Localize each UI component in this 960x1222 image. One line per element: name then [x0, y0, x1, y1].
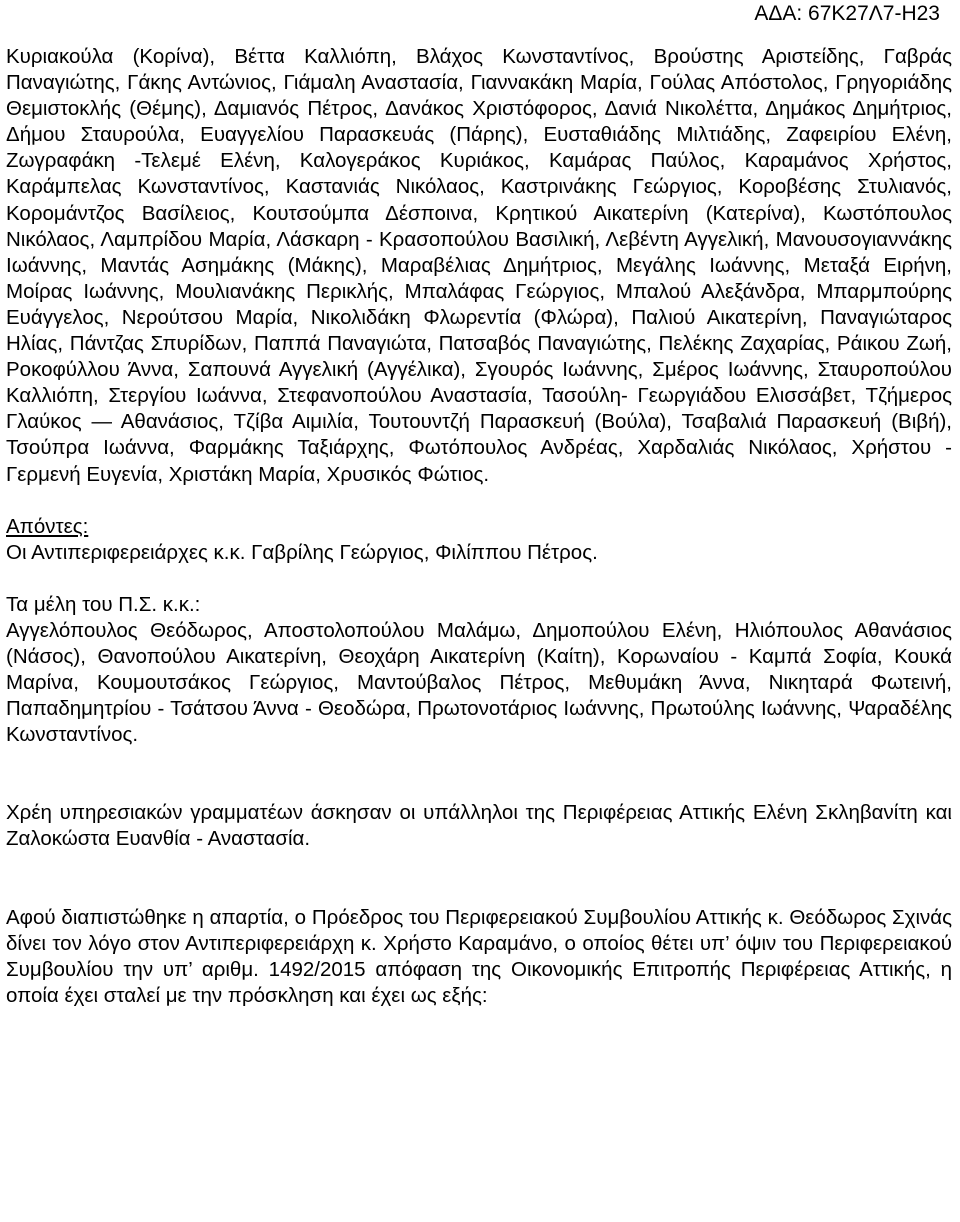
board-members-list: Αγγελόπουλος Θεόδωρος, Αποστολοπούλου Μαλάμω, Δημοπούλου Ελένη, Ηλιόπουλος Αθανάσιος (Νάσος), Θανοπούλου Αικατερίνη, Θεοχάρη Αικατερίνη (Καίτη), Κορωναίου - Καμπά Σοφία, Κουκά Μαρίνα, Κουμουτσάκος Γεώργιος, Μαντούβαλος Πέτρος, Μεθυμάκη Άννα, Νικηταρά Φωτεινή, Παπαδημητρίου - Τσάτσου Άννα - Θεοδώρα, Πρωτονοτάριος Ιωάννης, Πρωτούλης Ιωάννης, Ψαραδέλης Κωνσταντίνος.: [6, 618, 952, 747]
document-body: [6, 44, 952, 1009]
board-members-heading: Τα μέλη του Π.Σ. κ.κ.:: [6, 592, 201, 616]
ada-code: ΑΔΑ: 67Κ27Λ7-Η23: [754, 2, 940, 25]
spacer: [6, 566, 952, 592]
absent-text: Οι Αντιπεριφερειάρχες κ.κ. Γαβρίλης Γεώργιος, Φιλίππου Πέτρος.: [6, 540, 598, 564]
secretaries-paragraph: Χρέη υπηρεσιακών γραμματέων άσκησαν οι υπάλληλοι της Περιφέρειας Αττικής Ελένη Σκληβανίτη και Ζαλοκώστα Ευανθία - Αναστασία.: [6, 801, 952, 851]
present-members-list: Κυριακούλα (Κορίνα), Βέττα Καλλιόπη, Βλάχος Κωνσταντίνος, Βρούστης Αριστείδης, Γαβράς Παναγιώτης, Γάκης Αντώνιος, Γιάμαλη Αναστασία, Γιαννακάκη Μαρία, Γούλας Απόστολος, Γρηγοριάδης Θεμιστοκλής (Θέμης), Δαμιανός Πέτρος, Δανάκος Χριστόφορος, Δανιά Νικολέττα, Δημάκος Δημήτριος, Δήμου Σταυρούλα, Ευαγγελίου Παρασκευάς (Πάρης), Ευσταθιάδης Μιλτιάδης, Ζαφειρίου Ελένη, Ζωγραφάκη -Τελεμέ Ελένη, Καλογεράκος Κυριάκος, Καμάρας Παύλος, Καραμάνος Χρήστος, Καράμπελας Κωνσταντίνος, Καστανιάς Νικόλαος, Καστρινάκης Γεώργιος, Κοροβέσης Στυλιανός, Κορομάντζος Βασίλειος, Κουτσούμπα Δέσποινα, Κρητικού Αικατερίνη (Κατερίνα), Κωστόπουλος Νικόλαος, Λαμπρίδου Μαρία, Λάσκαρη - Κρασοπούλου Βασιλική, Λεβέντη Αγγελική, Μανουσογιαννάκης Ιωάννης, Μαντάς Ασημάκης (Μάκης), Μαραβέλιας Δημήτριος, Μεγάλης Ιωάννης, Μεταξά Ειρήνη, Μοίρας Ιωάννης, Μουλιανάκης Περικλής, Μπαλάφας Γεώργιος, Μπαλού Αλεξάνδρα, Μπαρμπούρης Ευάγγελος, Νερούτσου Μαρία, Νικολιδάκη Φλωρεντία (Φλώρα), Παλιού Αικατερίνη, Παναγιώταρος Ηλίας, Πάντζας Σπυρίδων, Παππά Παναγιώτα, Πατσαβός Παναγιώτης, Πελέκης Ζαχαρίας, Ράικου Ζωή, Ροκοφύλλου Άννα, Σαπουνά Αγγελική (Αγγέλικα), Σγουρός Ιωάννης, Σμέρος Ιωάννης, Σταυροπούλου Καλλιόπη, Στεργίου Ιωάννα, Στεφανοπούλου Αναστασία, Τασούλη- Γεωργιάδου Ελισσάβετ, Τζήμερος Γλαύκος — Αθανάσιος, Τζίβα Αιμιλία, Τουτουντζή Παρασκευή (Βούλα), Τσαβαλιά Παρασκευή (Βιβή), Τσούπρα Ιωάννα, Φαρμάκης Ταξιάρχης, Φωτόπουλος Ανδρέας, Χαρδαλιάς Νικόλαος, Χρήστου - Γερμενή Ευγενία, Χριστάκη Μαρία, Χρυσικός Φώτιος.: [6, 45, 952, 486]
absent-heading: Απόντες:: [6, 514, 89, 538]
spacer: [6, 853, 952, 905]
absent-section: [6, 514, 952, 540]
spacer: [6, 488, 952, 514]
spacer: [6, 748, 952, 800]
quorum-paragraph: Αφού διαπιστώθηκε η απαρτία, ο Πρόεδρος του Περιφερειακού Συμβουλίου Αττικής κ. Θεόδωρος Σχινάς δίνει τον λόγο στον Αντιπεριφερειάρχη κ. Χρήστο Καραμάνο, ο οποίος θέτει υπ’ όψιν του Περιφερειακού Συμβουλίου την υπ’ αριθμ. 1492/2015 απόφαση της Οικονομικής Επιτροπής Περιφέρειας Αττικής, η οποία έχει σταλεί με την πρόσκληση και έχει ως εξής:: [6, 905, 952, 1007]
